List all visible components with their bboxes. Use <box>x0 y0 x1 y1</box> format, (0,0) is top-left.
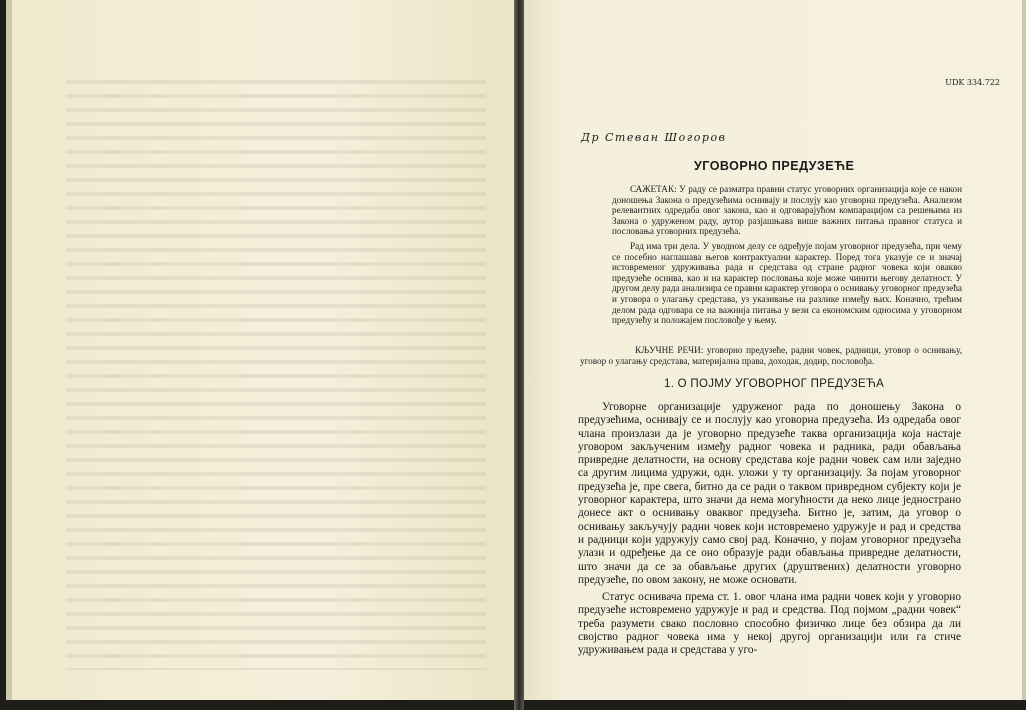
udk-code: UDK 334.722 <box>945 78 1000 87</box>
abstract-paragraph: Рад има три дела. У уводном делу се одређује појам уговорног предузећа, при чему се посебно наглашава његов контрактуални карактер. Поред тога указује се и значај истовременог удруживања рада и средстава од стране радног човека који овакво предузеће оснива, као и на карактер пословања које може чинити његову делатност. У другом делу рада анализира се правни карактер уговора о оснивању уговорног предузећа и уговора о улагању средстава, уз указивање на разлике између њих. Коначно, трећим делом рада одговара се на важнија питања у вези са економским односима у уговорном предузећу и положајем пословође у њему. <box>612 240 962 326</box>
book-gutter <box>514 0 524 710</box>
bleed-through-text <box>66 70 486 670</box>
author-name: Др Стеван Шогоров <box>581 131 727 144</box>
right-page <box>524 0 1022 700</box>
body-paragraph: Уговорне организације удруженог рада по доношењу Закона о предузећима, оснивају се и послују као уговорна предузећа. Из одредаба овог члана произлази да је уговорно предузеће таква организација која настаје уговором закљученим између радног човека и радника, ради обављања привредне делатности, на основу средстава које радни човек сам или заједно са другим лицима удружи, одн. уложи у ту организацију. За појам уговорног предузећа је, пре свега, битно да се ради о таквом привредном субјекту који је уговорног карактера, што значи да нема могућности да неко лице једнострано донесе акт о оснивању оваквог предузећа. Битно је, затим, да уговор о оснивању закључују радни човек који истовремено удружује и рад и средства и радници који удружују само свој рад. Коначно, у појам уговорног предузећа улази и одређење да се оно образује ради обављања привредне делатности, што значи да се за обављање других (друштвених) делатности уговорно предузеће, по овом закону, не може основати. <box>578 401 961 586</box>
left-page <box>6 0 514 700</box>
body-text <box>578 401 961 662</box>
abstract-paragraph: САЖЕТАК: У раду се разматра правни статус уговорних организација које се након доношења Закона о предузећима оснивају и послују као уговорна предузећа. Анализом релевантних одредаба овог закона, као и одговарајућом компарацијом са решењима из Закона о удруженом раду, аутор разјашњава више важних питања правног статуса и пословања уговорних предузећа. <box>612 184 962 237</box>
body-paragraph: Статус оснивача према ст. 1. овог члана има радни човек који у уговорно предузеће истовремено удружује и рад и средства. Под појмом „радни човек“ треба разумети свако пословно способно физичко лице без обзира да ли својство радног човека има у некој другој организацији или га стиче удруживањем рада и средстава у уго- <box>578 591 961 657</box>
keywords-text: КЉУЧНЕ РЕЧИ: уговорно предузеће, радни човек, радници, уговор о оснивању, уговор о улагању средстава, материјална права, доходак, додир, пословођа. <box>580 345 962 366</box>
section-heading: 1. О ПОЈМУ УГОВОРНОГ ПРЕДУЗЕЋА <box>664 378 885 390</box>
abstract <box>612 184 962 330</box>
page-edge-right <box>1022 0 1026 700</box>
keywords <box>580 345 962 366</box>
article-title: УГОВОРНО ПРЕДУЗЕЋЕ <box>694 159 855 173</box>
page-edge <box>6 0 12 700</box>
